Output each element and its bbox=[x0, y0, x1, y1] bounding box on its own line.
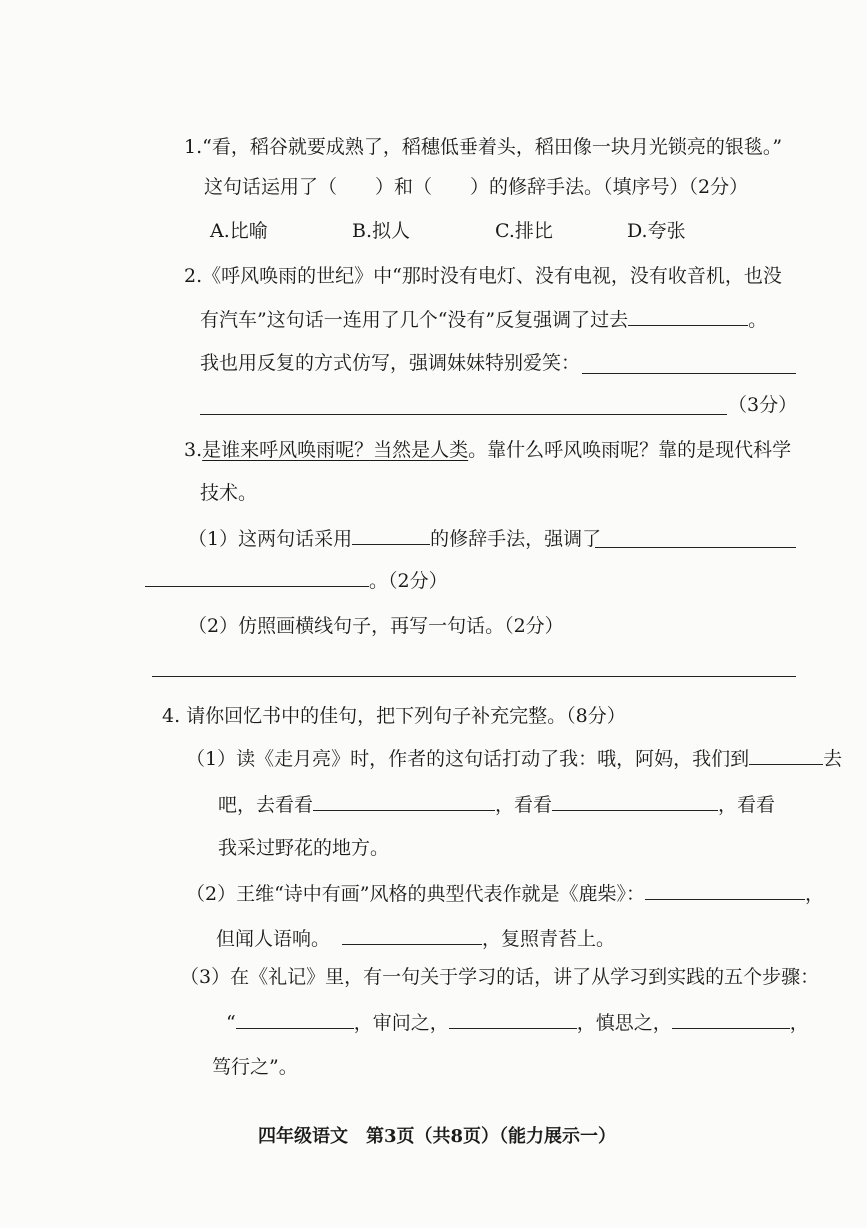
q4-s3-line1: （3）在《礼记》里，有一句关于学习的话，讲了从学习到实践的五个步骤： bbox=[180, 966, 820, 988]
q4-s2-line2 bbox=[216, 924, 615, 953]
q3-sub1-text-b: 的修辞手法，强调了 bbox=[430, 528, 602, 550]
q4-s3-text-c: ，审问之， bbox=[353, 1012, 449, 1034]
q1-line1: 1.“看，稻谷就要成熟了，稻穗低垂着头，稻田像一块月光锁亮的银毯。” bbox=[184, 136, 783, 158]
q4-s1-text-c: 吧，去看看 bbox=[218, 794, 314, 816]
q4-s3-line3: 笃行之”。 bbox=[212, 1056, 298, 1078]
q1-text-b: ）和（ bbox=[375, 176, 433, 198]
q1-option-d: D.夸张 bbox=[627, 220, 686, 242]
q1-blank-1[interactable] bbox=[337, 173, 375, 193]
q1-blank-2[interactable] bbox=[432, 173, 470, 193]
q4-s1-line3: 我采过野花的地方。 bbox=[218, 837, 390, 859]
q1-option-c: C.排比 bbox=[495, 220, 553, 242]
q3-sub1-end: 。（2分） bbox=[369, 570, 448, 592]
q4-s1-blank-1[interactable] bbox=[749, 744, 823, 765]
q2-text: 有汽车”这句话一连用了几个“没有”反复强调了过去 bbox=[200, 309, 629, 331]
q4-s3-text-d: ，慎思之， bbox=[576, 1012, 672, 1034]
q4-s2-comma: ， bbox=[805, 883, 825, 905]
q2-answer-line-1[interactable] bbox=[582, 373, 796, 374]
q4-s2-text-d: ，复照青苔上。 bbox=[482, 928, 616, 950]
q4-s3-blank-1[interactable] bbox=[236, 1008, 354, 1029]
q3-sub1-answer-line-b[interactable] bbox=[145, 566, 369, 587]
q3-sub1 bbox=[188, 524, 601, 553]
q4-s1-line2 bbox=[218, 790, 775, 819]
q2-line3: 我也用反复的方式仿写，强调妹妹特别爱笑： bbox=[200, 352, 581, 374]
q1-option-b: B.拟人 bbox=[352, 220, 411, 242]
q3-sub1-text-a: （1）这两句话采用 bbox=[188, 528, 353, 550]
q4-s2-blank-1[interactable] bbox=[645, 879, 805, 900]
q3-line2: 技术。 bbox=[200, 482, 258, 504]
page-footer: 四年级语文 第3页（共8页）（能力展示一） bbox=[258, 1126, 617, 1147]
q3-prefix: 3. bbox=[184, 439, 203, 461]
q1-text-a: 这句话运用了（ bbox=[204, 176, 338, 198]
q4-s1-text-e: ，看看 bbox=[718, 794, 776, 816]
q4-s3-line2 bbox=[226, 1008, 809, 1037]
q2-line2 bbox=[200, 305, 767, 334]
q4-s3-text-e: ， bbox=[789, 1012, 809, 1034]
q3-sub2: （2）仿照画横线句子，再写一句话。（2分） bbox=[188, 615, 564, 637]
q4-s2-text-a: （2）王维“诗中有画”风格的典型代表作就是《鹿柴》： bbox=[186, 883, 646, 905]
q4-s3-blank-2[interactable] bbox=[449, 1008, 577, 1029]
q3-rest: 。靠什么呼风唤雨呢？靠的是现代科学 bbox=[468, 439, 792, 461]
q4-s1-text-d: ，看看 bbox=[495, 794, 553, 816]
q4-s1-blank-3[interactable] bbox=[552, 790, 718, 811]
q1-text-c: ）的修辞手法。（填序号）（2分） bbox=[470, 176, 749, 198]
q3-sub1-blank-1[interactable] bbox=[352, 524, 430, 545]
q3-line1 bbox=[184, 436, 791, 464]
q4-s3-blank-3[interactable] bbox=[672, 1008, 790, 1029]
q3-underlined-sentence: 是谁来呼风唤雨呢？当然是人类 bbox=[202, 439, 469, 461]
q4-s3-open-quote: “ bbox=[226, 1012, 236, 1034]
q2-period: 。 bbox=[748, 309, 768, 331]
q3-sub1-answer-line-a[interactable] bbox=[595, 547, 796, 548]
q4-s1-line1 bbox=[186, 744, 842, 773]
q2-answer-line-2[interactable] bbox=[200, 414, 727, 415]
q3-sub2-answer-line[interactable] bbox=[152, 676, 796, 677]
q4-s1-text-a: （1）读《走月亮》时，作者的这句话打动了我：哦，阿妈，我们到 bbox=[186, 748, 750, 770]
q2-line1: 2.《呼风唤雨的世纪》中“那时没有电灯、没有电视，没有收音机，也没 bbox=[184, 265, 782, 287]
q1-option-a: A.比喻 bbox=[210, 220, 268, 242]
q4-s1-text-b: 去 bbox=[823, 748, 843, 770]
q4-s1-blank-2[interactable] bbox=[313, 790, 495, 811]
q4-title: 4. 请你回忆书中的佳句，把下列句子补充完整。（8分） bbox=[162, 705, 626, 727]
q4-s2-text-c: 但闻人语响。 bbox=[216, 928, 331, 950]
q1-line2 bbox=[204, 173, 748, 201]
q3-sub1-cont bbox=[145, 566, 448, 595]
q2-blank-1[interactable] bbox=[628, 305, 748, 326]
q4-s2-line1 bbox=[186, 879, 824, 908]
q4-s2-blank-2[interactable] bbox=[342, 924, 482, 945]
q2-score: （3分） bbox=[728, 394, 798, 416]
